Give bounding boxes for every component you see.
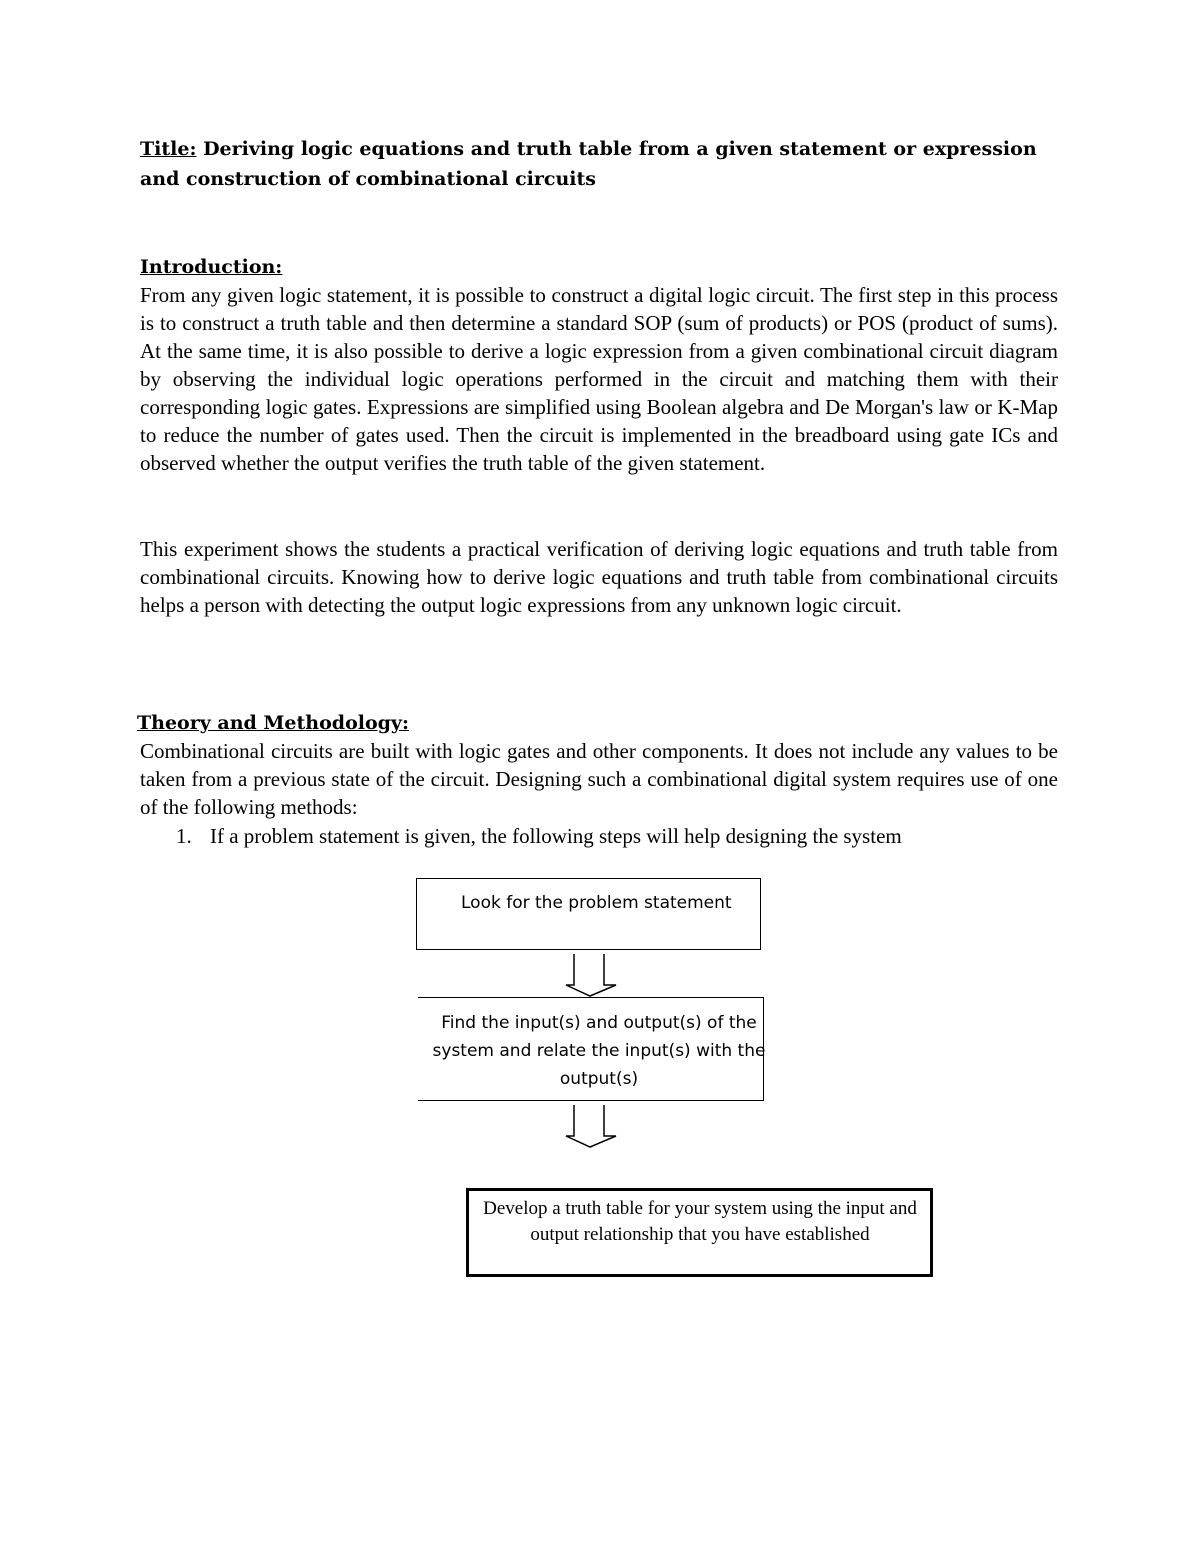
- title-label: Title:: [140, 138, 197, 160]
- flowchart-step-1-text: Look for the problem statement: [461, 893, 732, 913]
- flowchart-step-2-box: [418, 997, 764, 1101]
- theory-heading: Theory and Methodology:: [137, 712, 409, 734]
- flowchart-step-1-box: [416, 878, 761, 950]
- method-list-item: [176, 822, 1056, 850]
- introduction-paragraph-2: This experiment shows the students a practical verification of deriving logic equations and truth table from combinational circuits. Knowing how to derive logic equations and truth table from combinational circuits helps a person with detecting the output logic expressions from any unknown logic circuit.: [140, 537, 1058, 617]
- flowchart-step-3-box: [466, 1188, 933, 1277]
- document-title: [140, 134, 1060, 194]
- list-item-number: 1.: [176, 824, 192, 848]
- list-item-text: If a problem statement is given, the following steps will help designing the system: [210, 824, 902, 848]
- flowchart-step-2-text: Find the input(s) and output(s) of the system and relate the input(s) with the output(s): [432, 1013, 766, 1089]
- introduction-paragraph-1: From any given logic statement, it is possible to construct a digital logic circuit. The first step in this process is to construct a truth table and then determine a standard SOP (sum of products) or POS (product of sums). At the same time, it is also possible to derive a logic expression from a given combinational circuit diagram by observing the individual logic operations performed in the circuit and matching them with their corresponding logic gates. Expressions are simplified using Boolean algebra and De Morgan's law or K-Map to reduce the number of gates used. Then the circuit is implemented in the breadboard using gate ICs and observed whether the output verifies the truth table of the given statement.: [140, 283, 1058, 475]
- down-arrow-icon: [564, 952, 620, 998]
- title-text: Deriving logic equations and truth table from a given statement or expression and construction of combinational circuits: [140, 138, 1037, 190]
- introduction-heading: Introduction:: [140, 256, 283, 278]
- flowchart-step-3-text: Develop a truth table for your system using the input and output relationship that you have established: [483, 1198, 917, 1245]
- down-arrow-icon: [564, 1103, 620, 1149]
- theory-paragraph: Combinational circuits are built with logic gates and other components. It does not include any values to be taken from a previous state of the circuit. Designing such a combinational digital system requires use of one of the following methods:: [140, 739, 1058, 819]
